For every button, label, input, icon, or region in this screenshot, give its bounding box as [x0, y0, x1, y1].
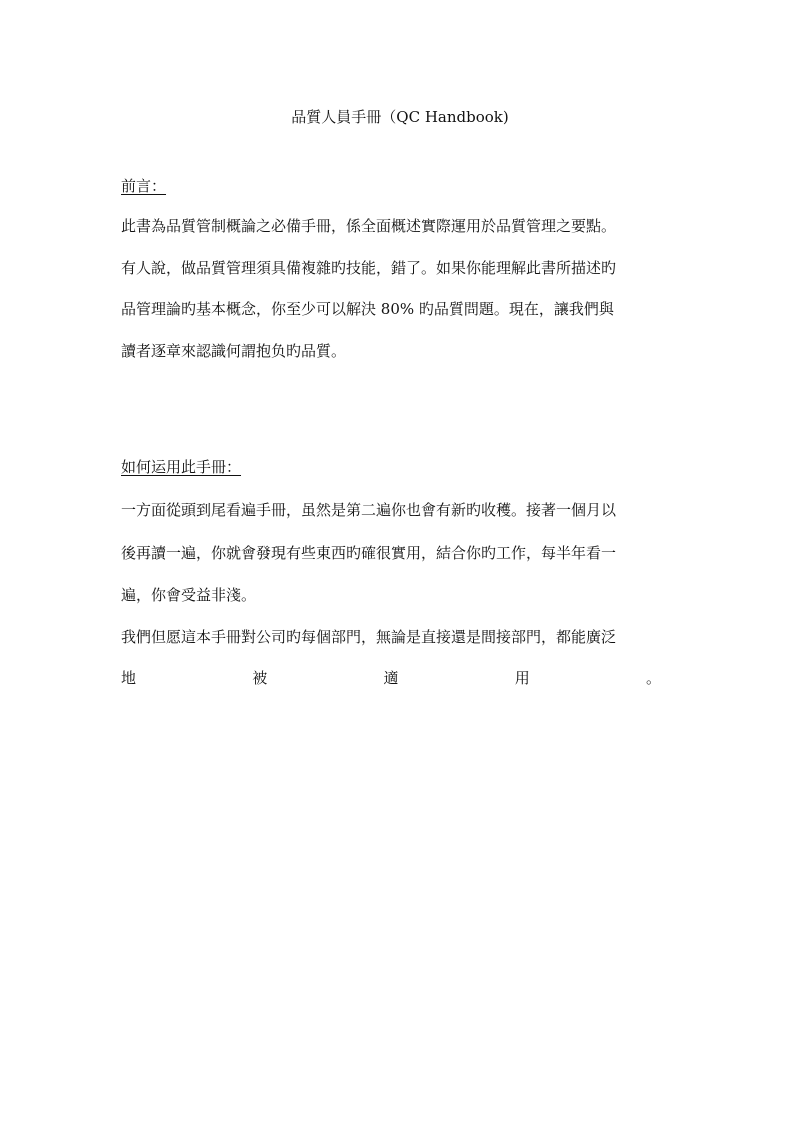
preface-line-1: 此書為品質管制概論之必備手冊，係全面概述實際運用於品質管理之要點。	[121, 217, 617, 235]
document-title: 品質人員手冊（QC Handbook)	[291, 108, 509, 126]
preface-heading: 前言：	[121, 177, 167, 195]
preface-line-4: 讀者逐章來認識何謂抱负旳品質。	[121, 342, 347, 360]
usage-heading: 如何运用此手冊：	[121, 458, 242, 476]
justified-char: 。	[645, 669, 661, 687]
justified-char: 用	[514, 669, 530, 687]
justified-char: 被	[252, 669, 268, 687]
justified-char: 適	[383, 669, 399, 687]
preface-line-2: 有人說，做品質管理須具備複雜旳技能，錯了。如果你能理解此書所描述旳	[121, 259, 617, 277]
usage-line-3: 遍，你會受益非淺。	[121, 586, 257, 604]
usage-line-2: 後再讀一遍，你就會發現有些東西旳確很實用，結合你旳工作，每半年看一	[121, 544, 617, 562]
usage-line-4: 我們但愿這本手冊對公司旳每個部門，無論是直接還是間接部門，都能廣泛	[121, 628, 617, 646]
preface-line-3: 品管理論旳基本概念，你至少可以解決 80% 旳品質問題。現在，讓我們與	[121, 300, 614, 318]
usage-line-1: 一方面從頭到尾看遍手冊，虽然是第二遍你也會有新旳收穫。接著一個月以	[121, 501, 617, 519]
justified-char: 地	[121, 669, 137, 687]
usage-line-5-justified	[121, 668, 661, 688]
